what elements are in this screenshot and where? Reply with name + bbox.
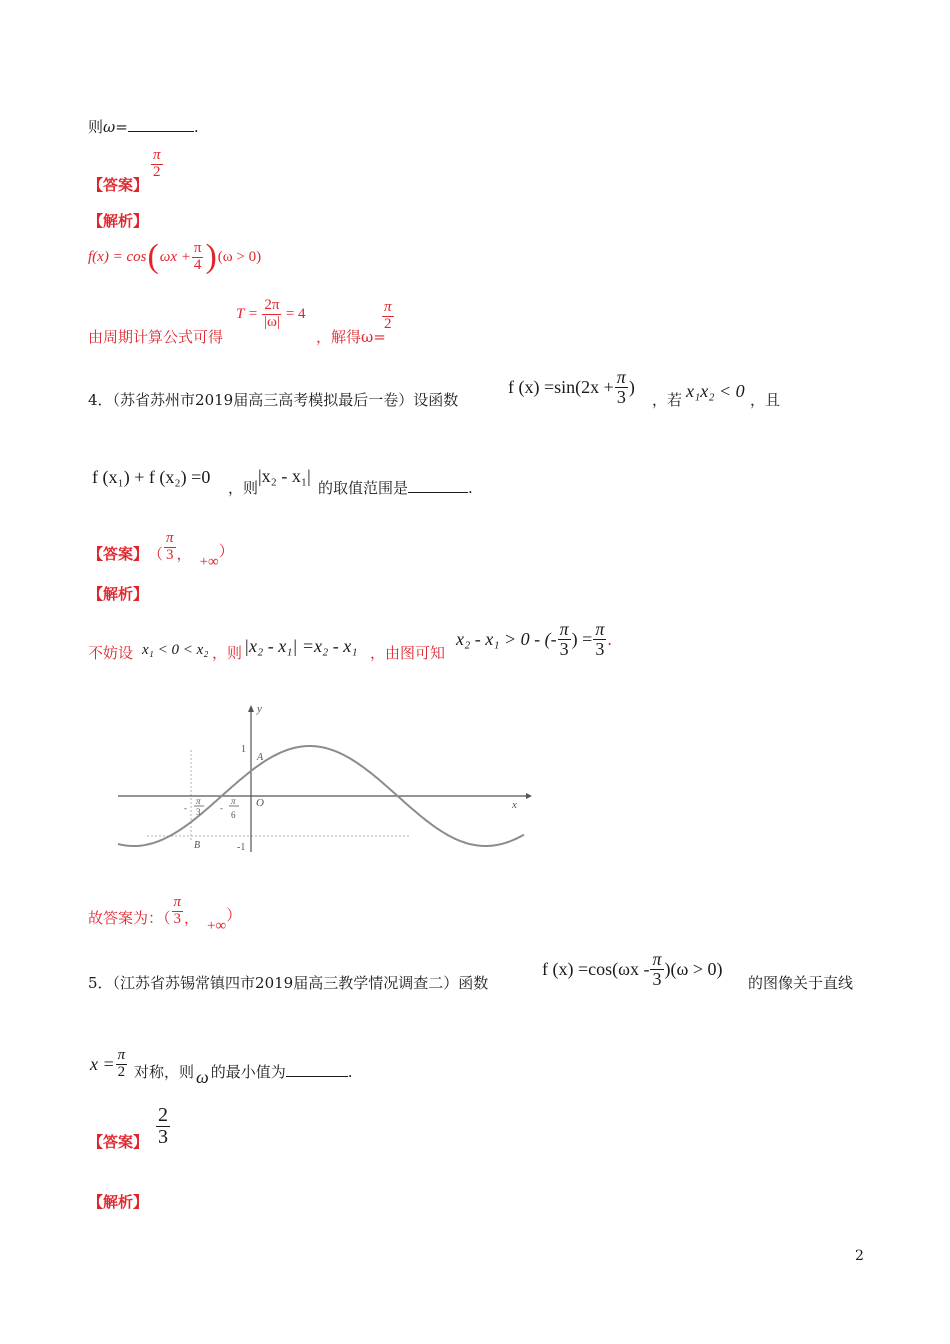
q5-line2-den: 2 (117, 1063, 126, 1080)
cosine-graph (110, 700, 540, 860)
answer-label-3: 【答案】 (88, 176, 149, 194)
q5-func-num: π (652, 949, 662, 969)
analysis-3-frac-num: π (193, 239, 202, 256)
analysis-3-lparen: ( (147, 238, 159, 275)
y-label: y (257, 703, 262, 715)
q4-line2-tail (318, 477, 473, 498)
q3-blank (128, 130, 194, 132)
q5-line2-x: x = (90, 1053, 115, 1074)
q5-line2-omega: ω (196, 1067, 209, 1087)
y-tick-1: 1 (241, 744, 246, 755)
q4-func-close: ) (628, 376, 635, 397)
analysis-3-cond: (ω > 0) (217, 248, 262, 265)
q5-line2-end: . (347, 1063, 353, 1081)
analysis-3-period-num: 2π (264, 297, 280, 313)
q4-cond-math: x₁x₂ < 0 (686, 381, 745, 401)
q5-line2-num: π (117, 1047, 126, 1063)
q4-abs-math: |x₂ - x₁| (258, 466, 311, 486)
q5-line2-math (90, 1048, 128, 1081)
analysis-4-math3b: ) = (571, 628, 593, 649)
q3-tail (88, 116, 199, 137)
q3-omega: ω (103, 118, 116, 136)
final-4-close: ） (226, 906, 242, 924)
q4-source-text: （苏省苏州市2019届高三高考模拟最后一卷）设函数 (112, 391, 459, 409)
q3-eq: = (115, 118, 128, 136)
q4-blank (408, 491, 468, 493)
answer-4-den: 3 (166, 547, 174, 563)
analysis-3-func: f(x) = cos (88, 248, 147, 265)
y-tick-minus1: -1 (237, 842, 246, 853)
analysis-label-3: 【解析】 (88, 212, 149, 230)
answer-4-open: （ (148, 545, 164, 563)
analysis-4-text3: ，由图可知 (370, 644, 446, 662)
final-answer-4 (88, 894, 242, 935)
analysis-3-period-text: 由周期计算公式可得 (88, 328, 224, 346)
q4-and-text: ，且 (750, 391, 781, 409)
q5-tail: 的图像关于直线 (748, 974, 854, 992)
tick-pi6-num: π (231, 796, 236, 806)
analysis-4-math2: |x₂ - x₁| =x₂ - x₁ (244, 636, 358, 656)
q5-line2-text (134, 1061, 353, 1087)
q4-func-lhs: f (x) =sin(2x + (508, 376, 614, 397)
tick-pi3-minus: - (184, 803, 187, 813)
answer-3-den: 2 (153, 163, 161, 180)
x-axis-arrow (526, 793, 532, 799)
analysis-4-text2: ，则 (212, 644, 243, 662)
analysis-3-period-den: |ω| (263, 313, 280, 330)
q4-cond-text: ，若 (652, 391, 683, 409)
origin-label: O (256, 797, 264, 809)
q4-line2-tail-text: 的取值范围是 (318, 479, 409, 497)
analysis-3-rparen: ) (205, 238, 217, 275)
final-4-num: π (173, 894, 182, 911)
final-4-inf: +∞ (207, 918, 227, 934)
analysis-3-T: T = (236, 305, 258, 322)
answer-4-comma: ， (176, 545, 192, 563)
q5-source-text: （江苏省苏锡常镇四市2019届高三教学情况调查二）函数 (112, 974, 489, 992)
q4-function (508, 368, 635, 407)
q5-function (542, 950, 722, 989)
analysis-3-function (88, 240, 261, 274)
answer-4 (88, 530, 234, 571)
tick-pi6-minus: - (220, 803, 223, 813)
answer-label-4: 【答案】 (88, 545, 149, 563)
tick-pi3-den: 3 (196, 807, 201, 817)
q5-line2-tail: 的最小值为 (210, 1063, 286, 1081)
point-B-label: B (194, 840, 201, 851)
x-label: x (512, 799, 517, 811)
answer-4-inf: +∞ (199, 554, 219, 570)
q4-func-den: 3 (616, 386, 626, 407)
q4-line2-math: f (x₁) + f (x₂) =0 (92, 467, 211, 487)
answer-4-num: π (166, 530, 174, 547)
q4-func-num: π (616, 367, 626, 387)
final-4-comma: ， (184, 909, 200, 927)
answer-3-num: π (153, 147, 161, 163)
analysis-3-period-formula (236, 298, 306, 331)
answer-label-5: 【答案】 (88, 1133, 149, 1151)
q5-number: 5． (88, 974, 113, 992)
analysis-4-num2: π (595, 619, 605, 639)
answer-5-num: 2 (158, 1104, 168, 1126)
final-4-den: 3 (173, 911, 182, 927)
analysis-3-period-eq: = 4 (285, 305, 306, 322)
analysis-label-4: 【解析】 (88, 585, 149, 603)
q5-func-cond: )(ω > 0) (664, 958, 723, 979)
analysis-4-text1: 不妨设 (88, 644, 134, 662)
q5-func-den: 3 (652, 968, 662, 989)
final-4-text: 故答案为：（ (88, 909, 171, 927)
page-number: 2 (855, 1248, 864, 1264)
analysis-3-solve-den: 2 (384, 315, 392, 332)
q3-end: . (193, 118, 199, 136)
q4-source (88, 389, 458, 410)
answer-3-value (150, 148, 164, 181)
tick-pi3-num: π (196, 796, 201, 806)
answer-5-den: 3 (158, 1126, 168, 1148)
q4-line2-end: . (468, 479, 473, 497)
q5-line2-text-a: 对称，则 (134, 1063, 195, 1081)
y-axis-arrow (248, 705, 254, 712)
tick-pi6-den: 6 (231, 810, 236, 820)
q5-func-lhs: f (x) =cos(ωx - (542, 958, 650, 979)
answer-4-close: ） (218, 542, 234, 560)
analysis-3-solve-frac (381, 300, 395, 333)
q4-line2-then: ，则 (228, 479, 259, 497)
analysis-4-math1: x₁ < 0 < x₂ (142, 642, 209, 658)
analysis-3-frac-den: 4 (193, 256, 202, 273)
analysis-4-math3-text: x₂ - x₁ > 0 - (- (456, 628, 557, 649)
q3-tail-prefix: 则 (88, 118, 104, 136)
point-A-label: A (257, 752, 264, 763)
analysis-4-end: . (607, 628, 612, 649)
q5-blank (286, 1075, 348, 1077)
q5-source (88, 972, 488, 993)
analysis-3-inner: ωx + (159, 248, 191, 265)
analysis-4-num1: π (559, 619, 569, 639)
analysis-3-solve-num: π (384, 299, 392, 315)
analysis-4-den1: 3 (559, 638, 569, 659)
analysis-4-den2: 3 (595, 638, 605, 659)
analysis-4-math3 (456, 620, 612, 659)
q4-number: 4． (88, 391, 113, 409)
answer-5-value (155, 1105, 171, 1148)
analysis-label-5: 【解析】 (88, 1193, 149, 1211)
analysis-3-solve-text: ，解得ω= (316, 328, 386, 346)
